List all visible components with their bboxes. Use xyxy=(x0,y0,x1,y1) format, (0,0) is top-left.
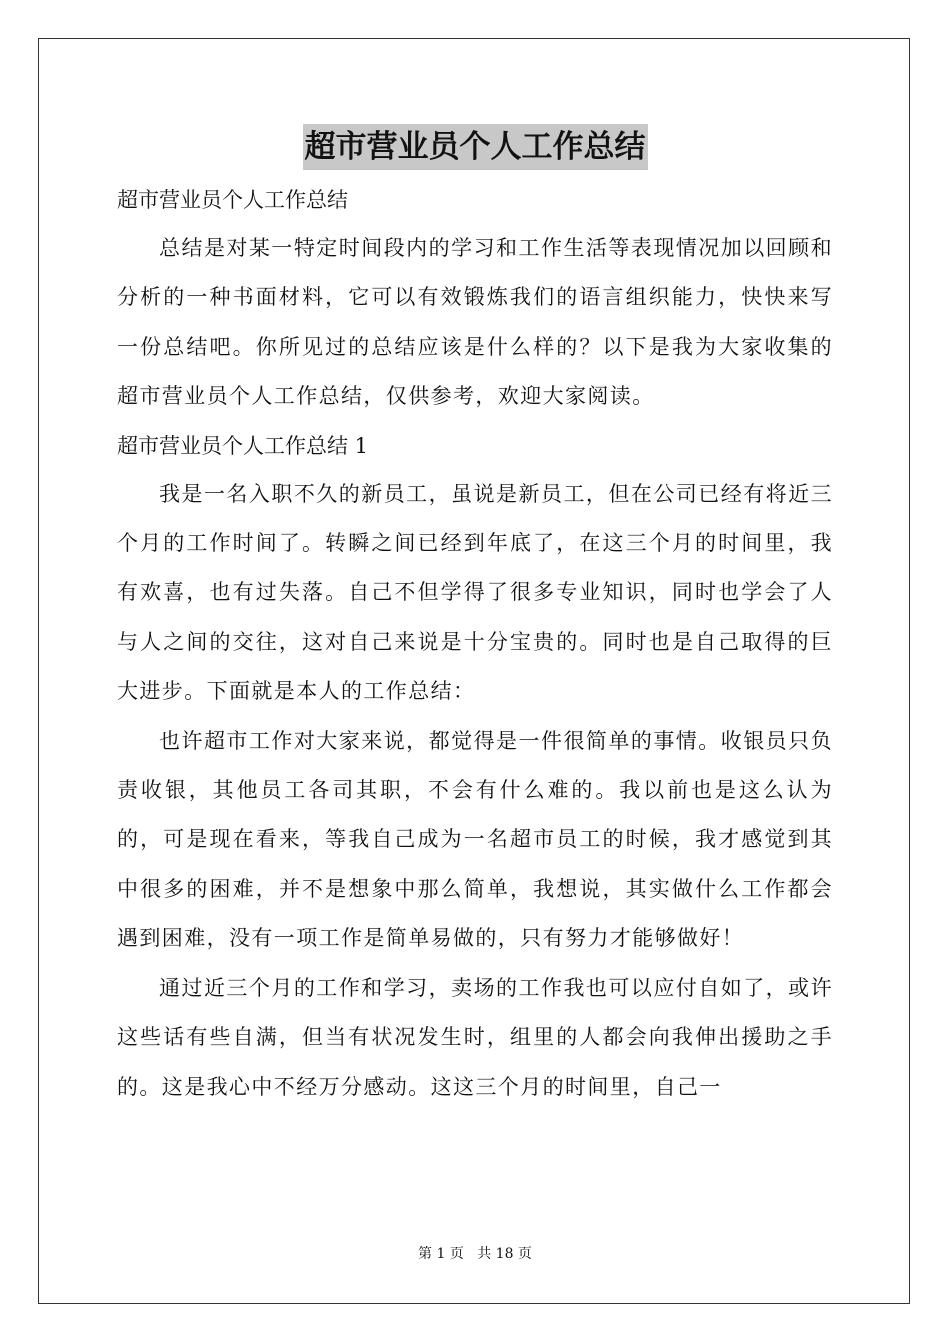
footer-gap xyxy=(464,1246,477,1262)
section-heading: 超市营业员个人工作总结 1 xyxy=(117,433,369,458)
total-pages: 共 18 页 xyxy=(477,1246,532,1262)
page-footer xyxy=(0,1244,950,1264)
title-container xyxy=(0,124,950,170)
document-title: 超市营业员个人工作总结 xyxy=(303,124,648,170)
body-paragraph: 通过近三个月的工作和学习，卖场的工作我也可以应付自如了，或许这些话有些自满，但当有状况发生时，组里的人都会向我伸出援助之手的。这是我心中不经万分感动。这这三个月的时间里，自己一 xyxy=(117,975,833,1099)
document-subtitle: 超市营业员个人工作总结 xyxy=(117,188,348,212)
page-number: 第 1 页 xyxy=(418,1246,464,1262)
intro-paragraph: 总结是对某一特定时间段内的学习和工作生活等表现情况加以回顾和分析的一种书面材料，它可以有效锻炼我们的语言组织能力，快快来写一份总结吧。你所见过的总结应该是什么样的？以下是我为大家收集的超市营业员个人工作总结，仅供参考，欢迎大家阅读。 xyxy=(117,236,833,409)
body-paragraph: 我是一名入职不久的新员工，虽说是新员工，但在公司已经有将近三个月的工作时间了。转瞬之间已经到年底了，在这三个月的时间里，我有欢喜，也有过失落。自己不但学得了很多专业知识，同时也学会了人与人之间的交往，这对自己来说是十分宝贵的。同时也是自己取得的巨大进步。下面就是本人的工作总结： xyxy=(117,481,833,704)
body-paragraph: 也许超市工作对大家来说，都觉得是一件很简单的事情。收银员只负责收银，其他员工各司其职，不会有什么难的。我以前也是这么认为的，可是现在看来，等我自己成为一名超市员工的时候，我才感觉到其中很多的困难，并不是想象中那么简单，我想说，其实做什么工作都会遇到困难，没有一项工作是简单易做的，只有努力才能够做好！ xyxy=(117,728,833,951)
document-body xyxy=(117,176,833,1112)
